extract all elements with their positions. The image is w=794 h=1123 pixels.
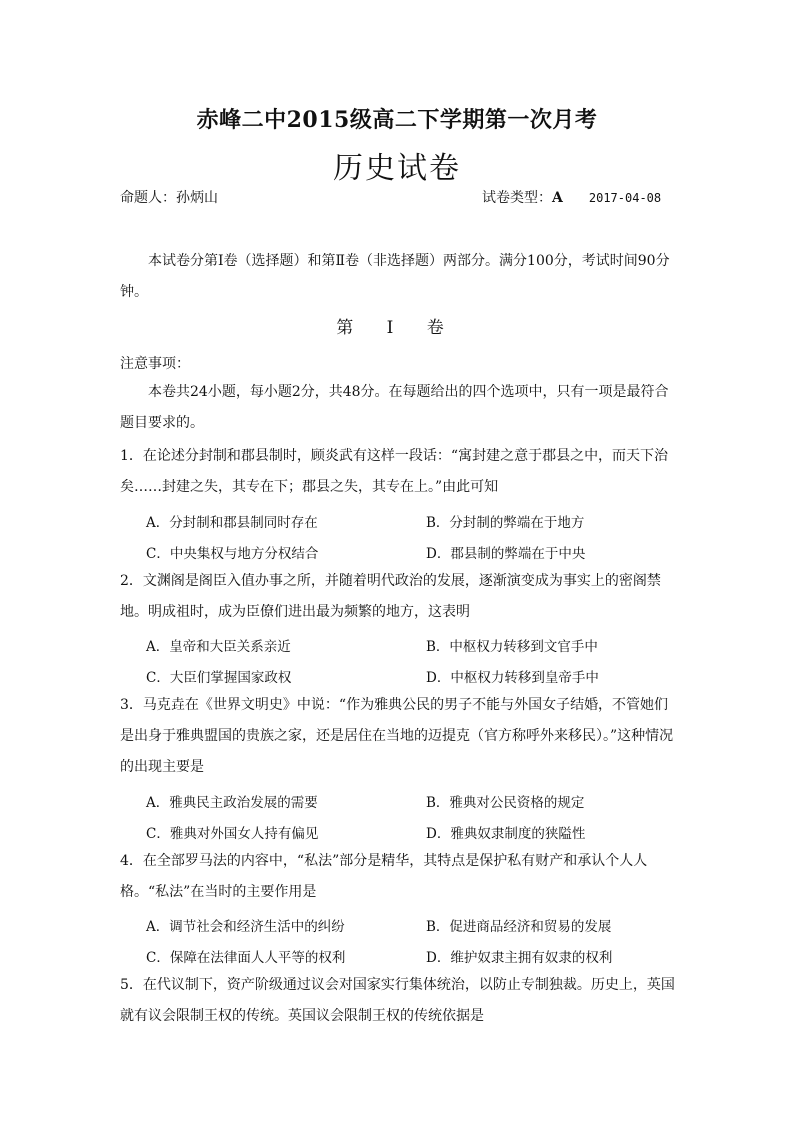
option-b: B．雅典对公民资格的规定 <box>426 795 585 811</box>
option-c: C．中央集权与地方分权结合 <box>146 546 319 562</box>
question-3-stem: 3．马克垚在《世界文明史》中说：“作为雅典公民的男子不能与外国女子结婚，不管她们是出身于雅典盟国的贵族之家，还是居住在当地的迈提克（官方称呼外来移民）。”这种情况的出现主要是 <box>120 697 674 775</box>
option-a: A．调节社会和经济生活中的纠纷 <box>146 919 345 935</box>
option-c: C．保障在法律面人人平等的权利 <box>146 950 346 966</box>
option-d: D．雅典奴隶制度的狭隘性 <box>426 826 586 842</box>
question-4-stem: 4．在全部罗马法的内容中，“私法”部分是精华，其特点是保护私有财产和承认个人人格。“私法”在当时的主要作用是 <box>120 853 648 900</box>
author-label: 命题人：孙炳山 <box>120 190 218 206</box>
notes-text: 本卷共24小题，每小题2分，共48分。在每题给出的四个选项中，只有一项是最符合题目要求的。 <box>120 384 669 431</box>
exam-type-value: A <box>552 190 563 206</box>
exam-date: 2017-04-08 <box>588 191 662 205</box>
option-b: B．促进商品经济和贸易的发展 <box>426 919 612 935</box>
exam-title: 赤峰二中2015级高二下学期第一次月考 <box>196 107 598 133</box>
question-1-stem: 1．在论述分封制和郡县制时，顾炎武有这样一段话：“寓封建之意于郡县之中，而天下治矣……封建之失，其专在下；郡县之失，其专在上。”由此可知 <box>120 448 669 495</box>
option-d: D．郡县制的弊端在于中央 <box>426 546 586 562</box>
option-b: B．分封制的弊端在于地方 <box>426 515 585 531</box>
exam-type-label: 试卷类型： <box>482 190 552 206</box>
option-c: C．大臣们掌握国家政权 <box>146 670 292 686</box>
option-d: D．维护奴隶主拥有奴隶的权利 <box>426 950 613 966</box>
option-a: A．分封制和郡县制同时存在 <box>146 515 318 531</box>
option-a: A．雅典民主政治发展的需要 <box>146 795 318 811</box>
exam-type-info <box>482 187 661 207</box>
option-d: D．中枢权力转移到皇帝手中 <box>426 670 599 686</box>
question-5-stem: 5．在代议制下，资产阶级通过议会对国家实行集体统治，以防止专制独裁。历史上，英国就有议会限制王权的传统。英国议会限制王权的传统依据是 <box>120 977 675 1024</box>
exam-subtitle: 历史试卷 <box>333 151 461 186</box>
exam-intro: 本试卷分第Ⅰ卷（选择题）和第Ⅱ卷（非选择题）两部分。满分100分，考试时间90分钟。 <box>120 253 670 300</box>
option-a: A．皇帝和大臣关系亲近 <box>146 639 291 655</box>
option-b: B．中枢权力转移到文官手中 <box>426 639 598 655</box>
question-2-stem: 2．文渊阁是阁臣入值办事之所，并随着明代政治的发展，逐渐演变成为事实上的密阁禁地。明成祖时，成为臣僚们进出最为频繁的地方，这表明 <box>120 573 661 620</box>
notes-heading: 注意事项： <box>120 356 190 372</box>
option-c: C．雅典对外国女人持有偏见 <box>146 826 319 842</box>
section-title: 第 Ⅰ 卷 <box>336 318 458 338</box>
